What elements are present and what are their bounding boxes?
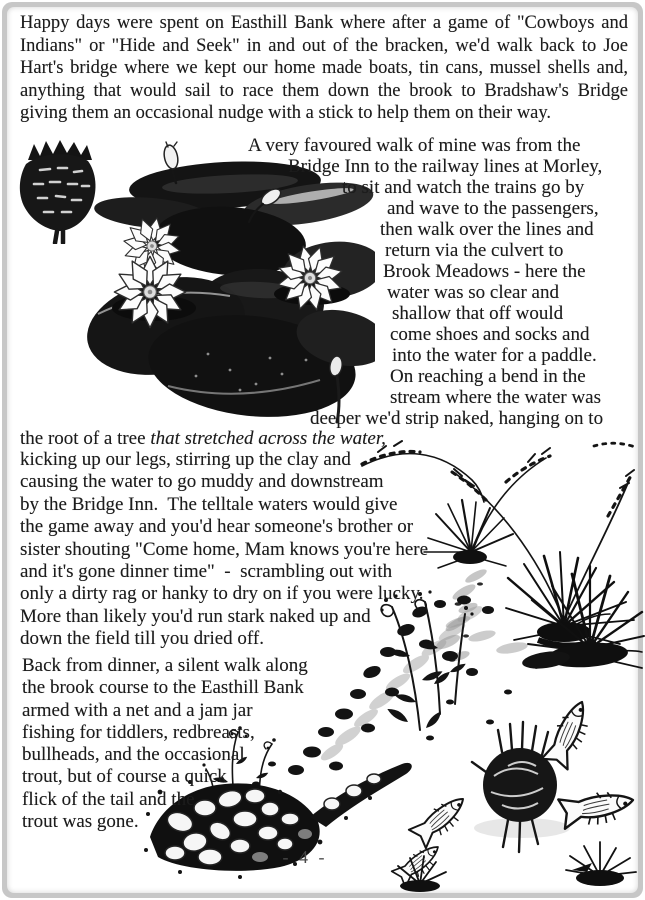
intro-line-1: Happy days were spent on Easthill Bank where after a game of "Cowboys and [20, 13, 628, 33]
stream-line-2: causing the water to go muddy and downstream [20, 471, 384, 493]
stream-line-3: by the Bridge Inn. The telltale waters would give [20, 493, 398, 515]
stream-line-6: and it's gone dinner time" - scrambling out with [20, 560, 393, 582]
walk-line-9: shallow that off would [392, 303, 564, 324]
dinner-paragraph [22, 655, 308, 833]
walk-line-3: to sit and watch the trains go by [342, 177, 585, 198]
walk-line-8: water was so clear and [387, 282, 559, 303]
walk-line-7: Brook Meadows - here the [383, 261, 586, 282]
stream-line-1: kicking up our legs, stirring up the clay and [20, 449, 351, 470]
walk-paragraph [0, 135, 645, 429]
dinner-line-7: flick of the tail and the [22, 788, 195, 810]
dinner-line-6: trout, but of course a quick [22, 766, 227, 788]
intro-line-4: anything that would sail to race them down the brook to Bradshaw's Bridge [20, 80, 628, 101]
walk-line-2: Bridge Inn to the railway lines at Morley, [288, 156, 603, 177]
walk-line-12: On reaching a bend in the [390, 366, 586, 387]
walk-line-14: deeper we'd strip naked, hanging on to [310, 408, 604, 429]
walk-line-1: A very favoured walk of mine was from the [248, 135, 581, 156]
stream-paragraph [20, 449, 428, 651]
intro-line-2: Indians" or "Hide and Seek" in and out of the bracken, we'd walk back to Joe [20, 35, 628, 56]
dinner-line-1: Back from dinner, a silent walk along [22, 655, 308, 676]
dinner-line-2: the brook course to the Easthill Bank [22, 677, 304, 699]
walk-line-4: and wave to the passengers, [387, 198, 599, 219]
intro-line-3: Hart's bridge where we kept our home made boats, tin cans, mussel shells and, [20, 58, 628, 78]
walk-line-5: then walk over the lines and [380, 219, 594, 240]
dinner-line-8: trout was gone. [22, 811, 139, 833]
dinner-line-5: bullheads, and the occasional [22, 744, 245, 766]
stream-line-5: sister shouting "Come home, Mam knows you're here [20, 538, 429, 560]
tree-root-line [20, 428, 386, 450]
walk-line-6: return via the culvert to [385, 240, 564, 261]
intro-line-5: giving them an occasional nudge with a stick to help them on their way. [20, 103, 552, 123]
dinner-line-3: armed with a net and a jam jar [22, 699, 253, 721]
tree-root-regular: the root of a tree [20, 428, 151, 449]
intro-paragraph [20, 12, 628, 125]
walk-line-13: stream where the water was [390, 387, 602, 408]
walk-line-11: into the water for a paddle. [392, 345, 597, 366]
stream-line-7: only a dirty rag or hanky to dry on if you were lucky. [20, 583, 424, 605]
stream-line-8: More than likely you'd run stark naked up and [20, 605, 371, 627]
tree-root-italic: that stretched across the water, [150, 428, 386, 449]
walk-line-10: come shoes and socks and [390, 324, 590, 345]
page-number: - 4 - [282, 847, 328, 867]
stream-line-4: the game away and you'd hear someone's brother or [20, 516, 414, 538]
dinner-line-4: fishing for tiddlers, redbreasts, [22, 721, 255, 743]
stream-line-9: down the field till you dried off. [20, 628, 264, 650]
